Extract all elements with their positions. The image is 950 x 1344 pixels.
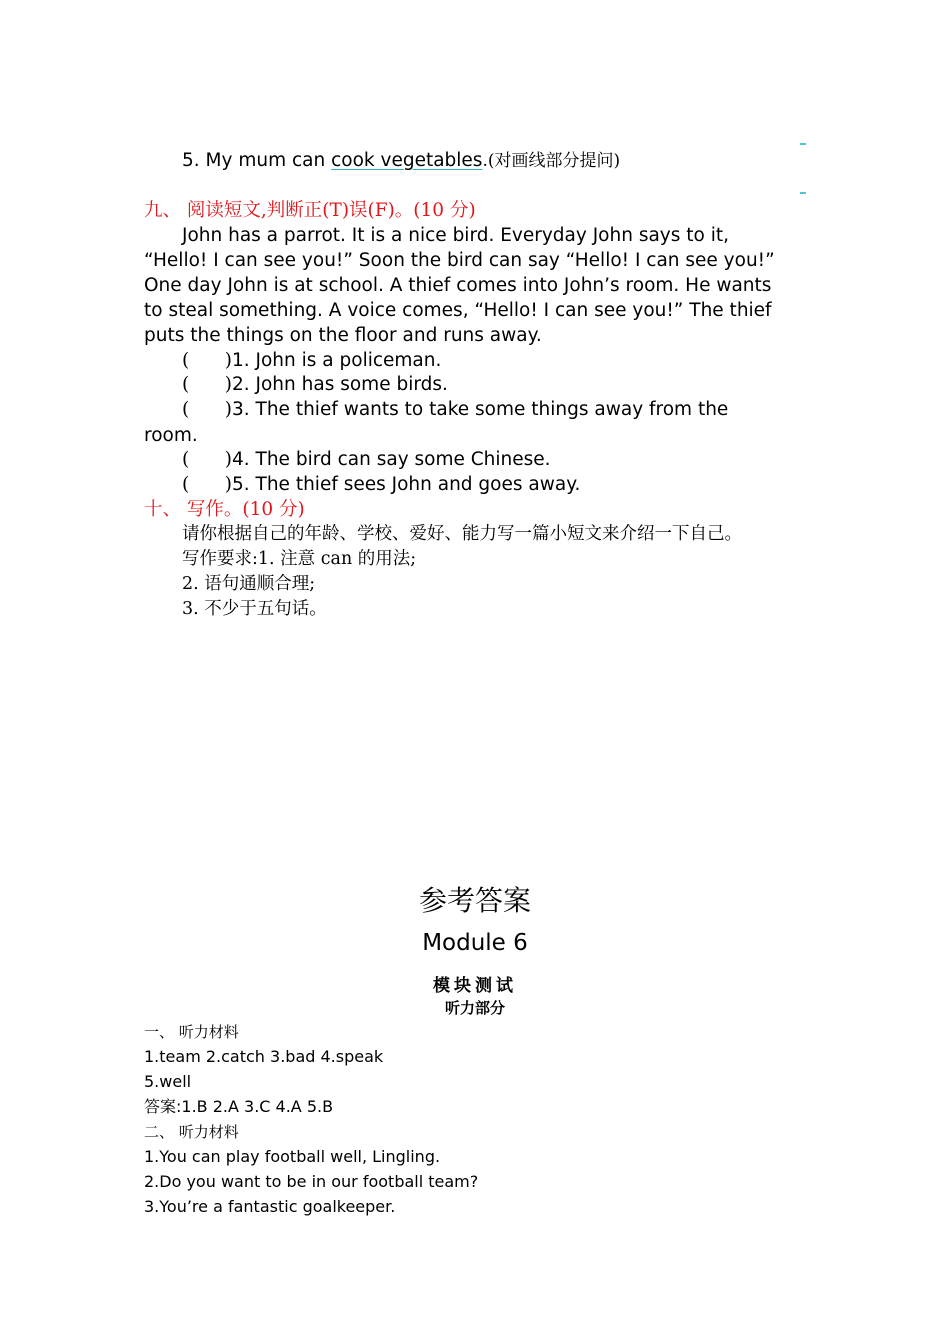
underlined-phrase: cook vegetables [331,150,483,171]
answer-line: 3.You’re a fantastic goalkeeper. [144,1197,396,1216]
answer-line: 1.team 2.catch 3.bad 4.speak [144,1047,384,1066]
tf-item-1: ( ) 1. John is a policeman. [182,350,442,371]
answer-blank[interactable]: ( ) [182,399,232,420]
passage-line: to steal something. A voice comes, “Hello! I can see you!” The thief [144,300,772,321]
writing-requirement: 3. 不少于五句话。 [182,599,327,619]
answer-section-label: 二、 听力材料 [144,1123,239,1141]
section-10-heading: 十、 写作。(10 分) [144,499,305,520]
answer-blank[interactable]: ( ) [182,374,232,395]
answer-blank[interactable]: ( ) [182,449,232,470]
tf-item-5: ( ) 5. The thief sees John and goes away. [182,474,581,495]
passage-line: John has a parrot. It is a nice bird. Everyday John says to it, [182,225,729,246]
answer-line: 1.You can play football well, Lingling. [144,1147,441,1166]
writing-requirement: 2. 语句通顺合理; [182,574,316,594]
edit-marker [800,143,806,145]
tf-item-4: ( ) 4. The bird can say some Chinese. [182,449,551,470]
writing-requirement: 写作要求:1. 注意 can 的用法; [182,549,417,569]
writing-prompt: 请你根据自己的年龄、学校、爱好、能力写一篇小短文来介绍一下自己。 [182,524,742,544]
test-subtitle: 模块测试 [433,976,517,996]
module-title: Module 6 [422,930,528,956]
tf-item-3-continued: room. [144,425,198,446]
listening-part-label: 听力部分 [444,999,505,1017]
answer-line: 答案:1.B 2.A 3.C 4.A 5.B [144,1097,334,1116]
tf-item-2: ( ) 2. John has some birds. [182,374,448,395]
passage-line: One day John is at school. A thief comes into John’s room. He wants [144,275,772,296]
section-9-heading: 九、 阅读短文,判断正(T)误(F)。(10 分) [144,200,476,221]
answer-blank[interactable]: ( ) [182,350,232,371]
passage-line: “Hello! I can see you!” Soon the bird can say “Hello! I can see you!” [144,250,775,271]
answer-line: 5.well [144,1072,192,1091]
question-5: 5. My mum can cook vegetables.(对画线部分提问) [182,150,621,171]
answer-key-title: 参考答案 [418,884,531,917]
passage-line: puts the things on the floor and runs away. [144,325,542,346]
answer-section-label: 一、 听力材料 [144,1023,239,1041]
edit-marker [800,192,806,194]
answer-line: 2.Do you want to be in our football team? [144,1172,479,1191]
tf-item-3: ( ) 3. The thief wants to take some things away from the [182,399,729,420]
answer-blank[interactable]: ( ) [182,474,232,495]
